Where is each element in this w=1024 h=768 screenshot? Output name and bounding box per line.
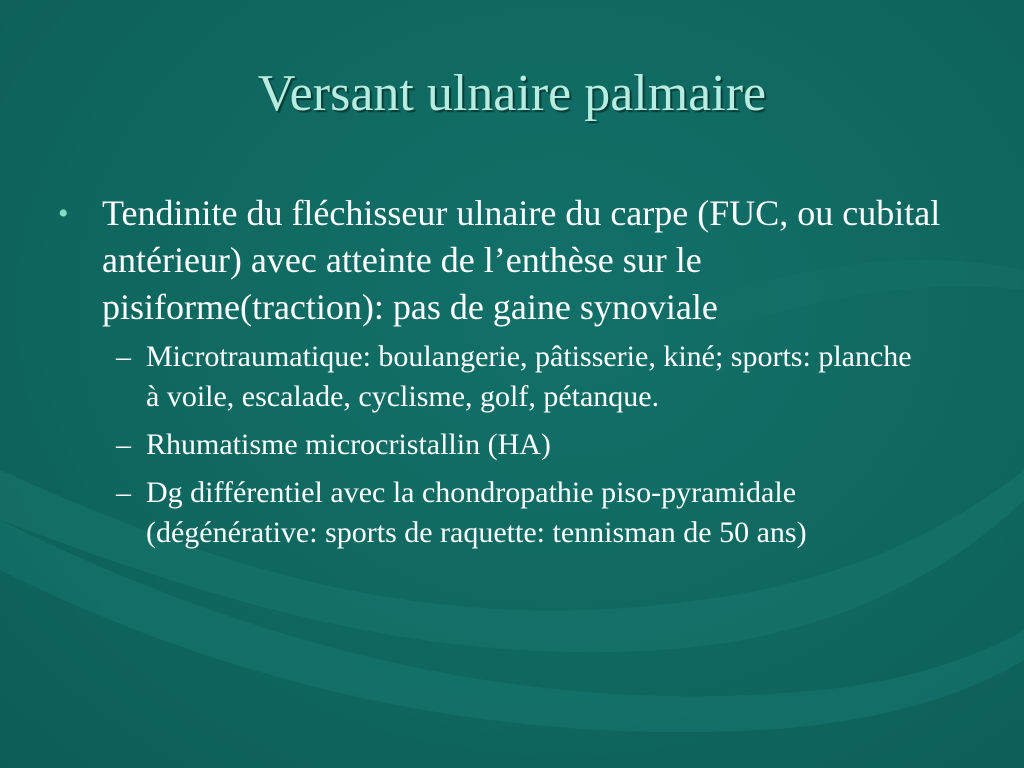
bullet-item [58,190,978,331]
bullet-text: Tendinite du fléchisseur ulnaire du carpe (FUC, ou cubital antérieur) avec atteinte de l’enthèse sur le pisiforme(traction): pas de gaine synoviale [102,193,941,327]
sub-bullet-text: Microtraumatique: boulangerie, pâtisserie, kiné; sports: planche à voile, escalade, cyclisme, golf, pétanque. [146,340,912,413]
sub-bullet-item [116,337,916,417]
dash-marker-icon: – [116,476,131,509]
dash-marker-icon: – [116,428,131,461]
dash-marker-icon: – [116,340,131,373]
bullet-list [58,190,978,561]
sub-bullet-text: Dg différentiel avec la chondropathie piso-pyramidale (dégénérative: sports de raquette: tennisman de 50 ans) [146,476,807,549]
sub-bullet-item [116,473,916,553]
sub-bullet-list [116,337,978,553]
bullet-marker-icon: • [58,197,69,230]
slide-title: Versant ulnaire palmaire [257,65,767,122]
sub-bullet-text: Rhumatisme microcristallin (HA) [146,428,551,461]
sub-bullet-item [116,425,916,465]
